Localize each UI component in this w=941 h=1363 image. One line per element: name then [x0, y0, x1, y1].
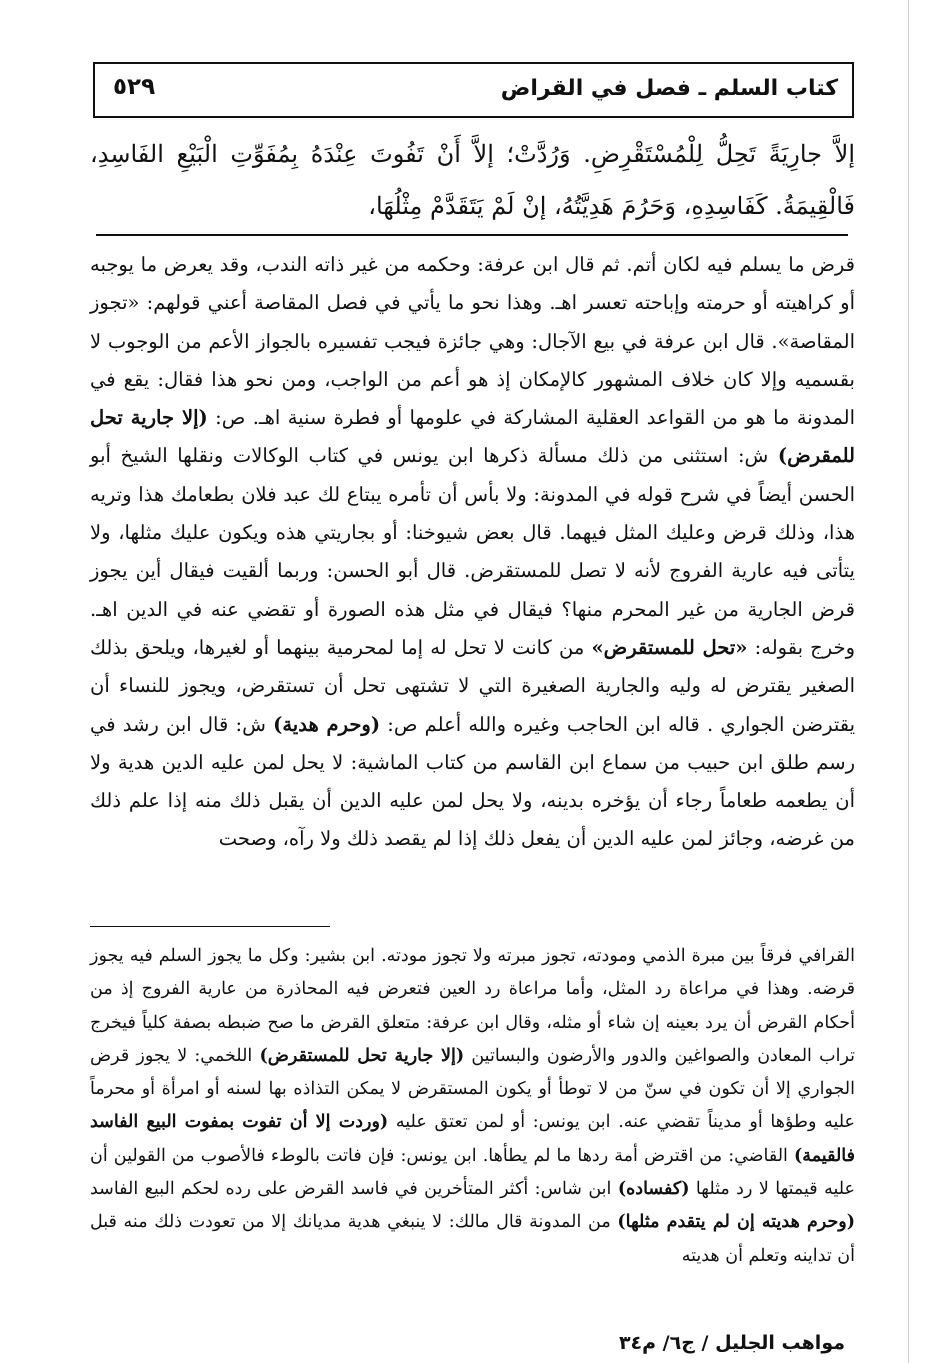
main-divider	[96, 234, 848, 236]
commentary-text-1: قرض ما يسلم فيه لكان أتم. ثم قال ابن عرفة: وحكمه من غير ذاته الندب، وقد يعرض ما يوجبه أو كراهيته أو حرمته وإباحته تعسر اهـ. وهذا نحو ما يأتي في فصل المقاصة أعني قولهم: «تجوز المقاصة». قال ابن عرفة في بيع الآجال: وهي جائزة فيجب تفسيره بالجواز الأعم من الوجوب لا بقسميه وإلا كان خلاف المشهور كالإمكان إذ هو أعم من الواجب، ومن نحو هذا فقال: يقع في المدونة ما هو من القواعد العقلية المشاركة في علومها أو فطرة سنية اهـ. ص:	[90, 253, 855, 430]
chapter-title: كتاب السلم ـ فصل في القراض	[500, 76, 838, 101]
footnote-quote-3: (كفساده)	[617, 1179, 690, 1200]
footnote-quote-4: (وحرم هديته إن لم يتقدم مثلها)	[617, 1212, 855, 1233]
commentary	[90, 246, 855, 859]
running-header	[93, 62, 854, 118]
commentary-text-4: ش: قال ابن رشد في رسم طلق ابن حبيب من سماع ابن القاسم من كتاب الماشية: لا يحل لمن عليه الدين هدية ولا أن يطعمه طعاماً رجاء أن يؤخره بدينه، ولا يحل لمن عليه الدين أن يقبل ذلك منه إذا علم ذلك من غرضه، وجائز لمن عليه الدين أن يفعل ذلك إذا لم يقصد ذلك ولا رآه، وصحت	[90, 712, 855, 851]
commentary-quote-1: (إلا جارية تحل للمقرض)	[90, 406, 855, 468]
main-text	[90, 128, 855, 232]
commentary-text-3: من كانت لا تحل له إما لمحرمية بينهما أو لغيرها، ويلحق بذلك الصغير يقترض له وليه والجارية الصغيرة التي لا تشتهى تحل أن تستقرض، ويجوز للنساء أن يقترضن الجواري . قاله ابن الحاجب وغيره والله أعلم ص:	[90, 635, 856, 736]
footnote	[90, 940, 855, 1273]
footnote-paragraph	[90, 940, 855, 1273]
footnote-quote-2: (وردت إلا أن تفوت بمفوت البيع الفاسد فالقيمة)	[90, 1112, 855, 1166]
page-edge-line	[908, 0, 909, 1363]
footnote-quote-1: (إلا جارية تحل للمستقرض)	[259, 1045, 465, 1066]
footnote-text-4: ابن شاس: أكثر المتأخرين في فاسد القرض على رده لحكم البيع الفاسد	[90, 1179, 612, 1200]
footnote-text-2: اللخمي: لا يجوز قرض الجواري إلا أن تكون في سنّ من لا توطأ أو يكون المستقرض لا يمكن التذاذه بها لسنه أو امرأة أو محرماً عليه وطؤها أو مديناً تقضي عنه. ابن يونس: أو لمن تعتق عليه	[90, 1045, 855, 1133]
page-number: ٥٢٩	[113, 74, 156, 100]
matn-paragraph: إلاَّ جارِيَةً تَحِلُّ لِلْمُسْتَقْرِضِ. وَرُدَّتْ؛ إلاَّ أَنْ تَفُوتَ عِنْدَهُ بِمُفَوِّتِ الْبَيْعِ الفَاسِدِ، فَالْقِيمَةُ. كَفَاسِدِهِ، وَحَرُمَ هَدِيَّتُهُ، إنْ لَمْ يَتَقَدَّمْ مِثْلُهَا،	[90, 140, 855, 220]
commentary-quote-3: (وحرم هدية)	[273, 712, 381, 736]
footnote-text-5: من المدونة قال مالك: لا ينبغي هدية مديانك إلا من تعودت ذلك منه قبل أن تداينه وتعلم أن هديته	[90, 1212, 855, 1266]
commentary-quote-2: «تحل للمستقرض»	[591, 635, 748, 659]
commentary-paragraph	[90, 246, 855, 859]
footnote-text-3: القاضي: من اقترض أمة ردها ما لم يطأها. ابن يونس: فإن فاتت بالوطء فالأصوب من القولين أن عليه قيمتها لا رد مثلها	[90, 1145, 855, 1200]
footnote-text-1: القرافي فرقاً بين مبرة الذمي ومودته، تجوز مبرته ولا تجوز مودته. ابن بشير: وكل ما يجوز السلم فيه يجوز قرضه. وهذا في مراعاة رد المثل، وأما مراعاة رد العين فتعرض فيه المحاذرة من عارية الفروج إذ من أحكام القرض أن يرد بعينه إن شاء أو مثله، وقال ابن عرفة: متعلق القرض ما صح ضبطه بصفة كلياً فيخرج تراب المعادن والصواغين والدور والأرضون والبساتين	[90, 946, 856, 1066]
commentary-text-2: ش: استثنى من ذلك مسألة ذكرها ابن يونس في كتاب الوكالات ونقلها الشيخ أبو الحسن أيضاً في شرح قوله في المدونة: ولا بأس أن تأمره يبتاع لك عبد فلان بطعامك هذا وتريه هذا، وذلك قرض وعليك المثل فيهما. قال بعض شيوخنا: أو بجاريتي هذه ويكون عليك مثلها، ولا يتأتى فيه عارية الفروج لأنه لا تصل للمستقرض. قال أبو الحسن: وربما ألقيت فيقال أين يجوز قرض الجارية من غير المحرم منها؟ فيقال في مثل هذه الصورة أو تقضي عنه في الدين اهـ. وخرج بقوله:	[90, 444, 855, 659]
footnote-divider	[90, 926, 330, 927]
signature-line: مواهب الجليل / ج٦/ م٣٤	[618, 1332, 845, 1354]
